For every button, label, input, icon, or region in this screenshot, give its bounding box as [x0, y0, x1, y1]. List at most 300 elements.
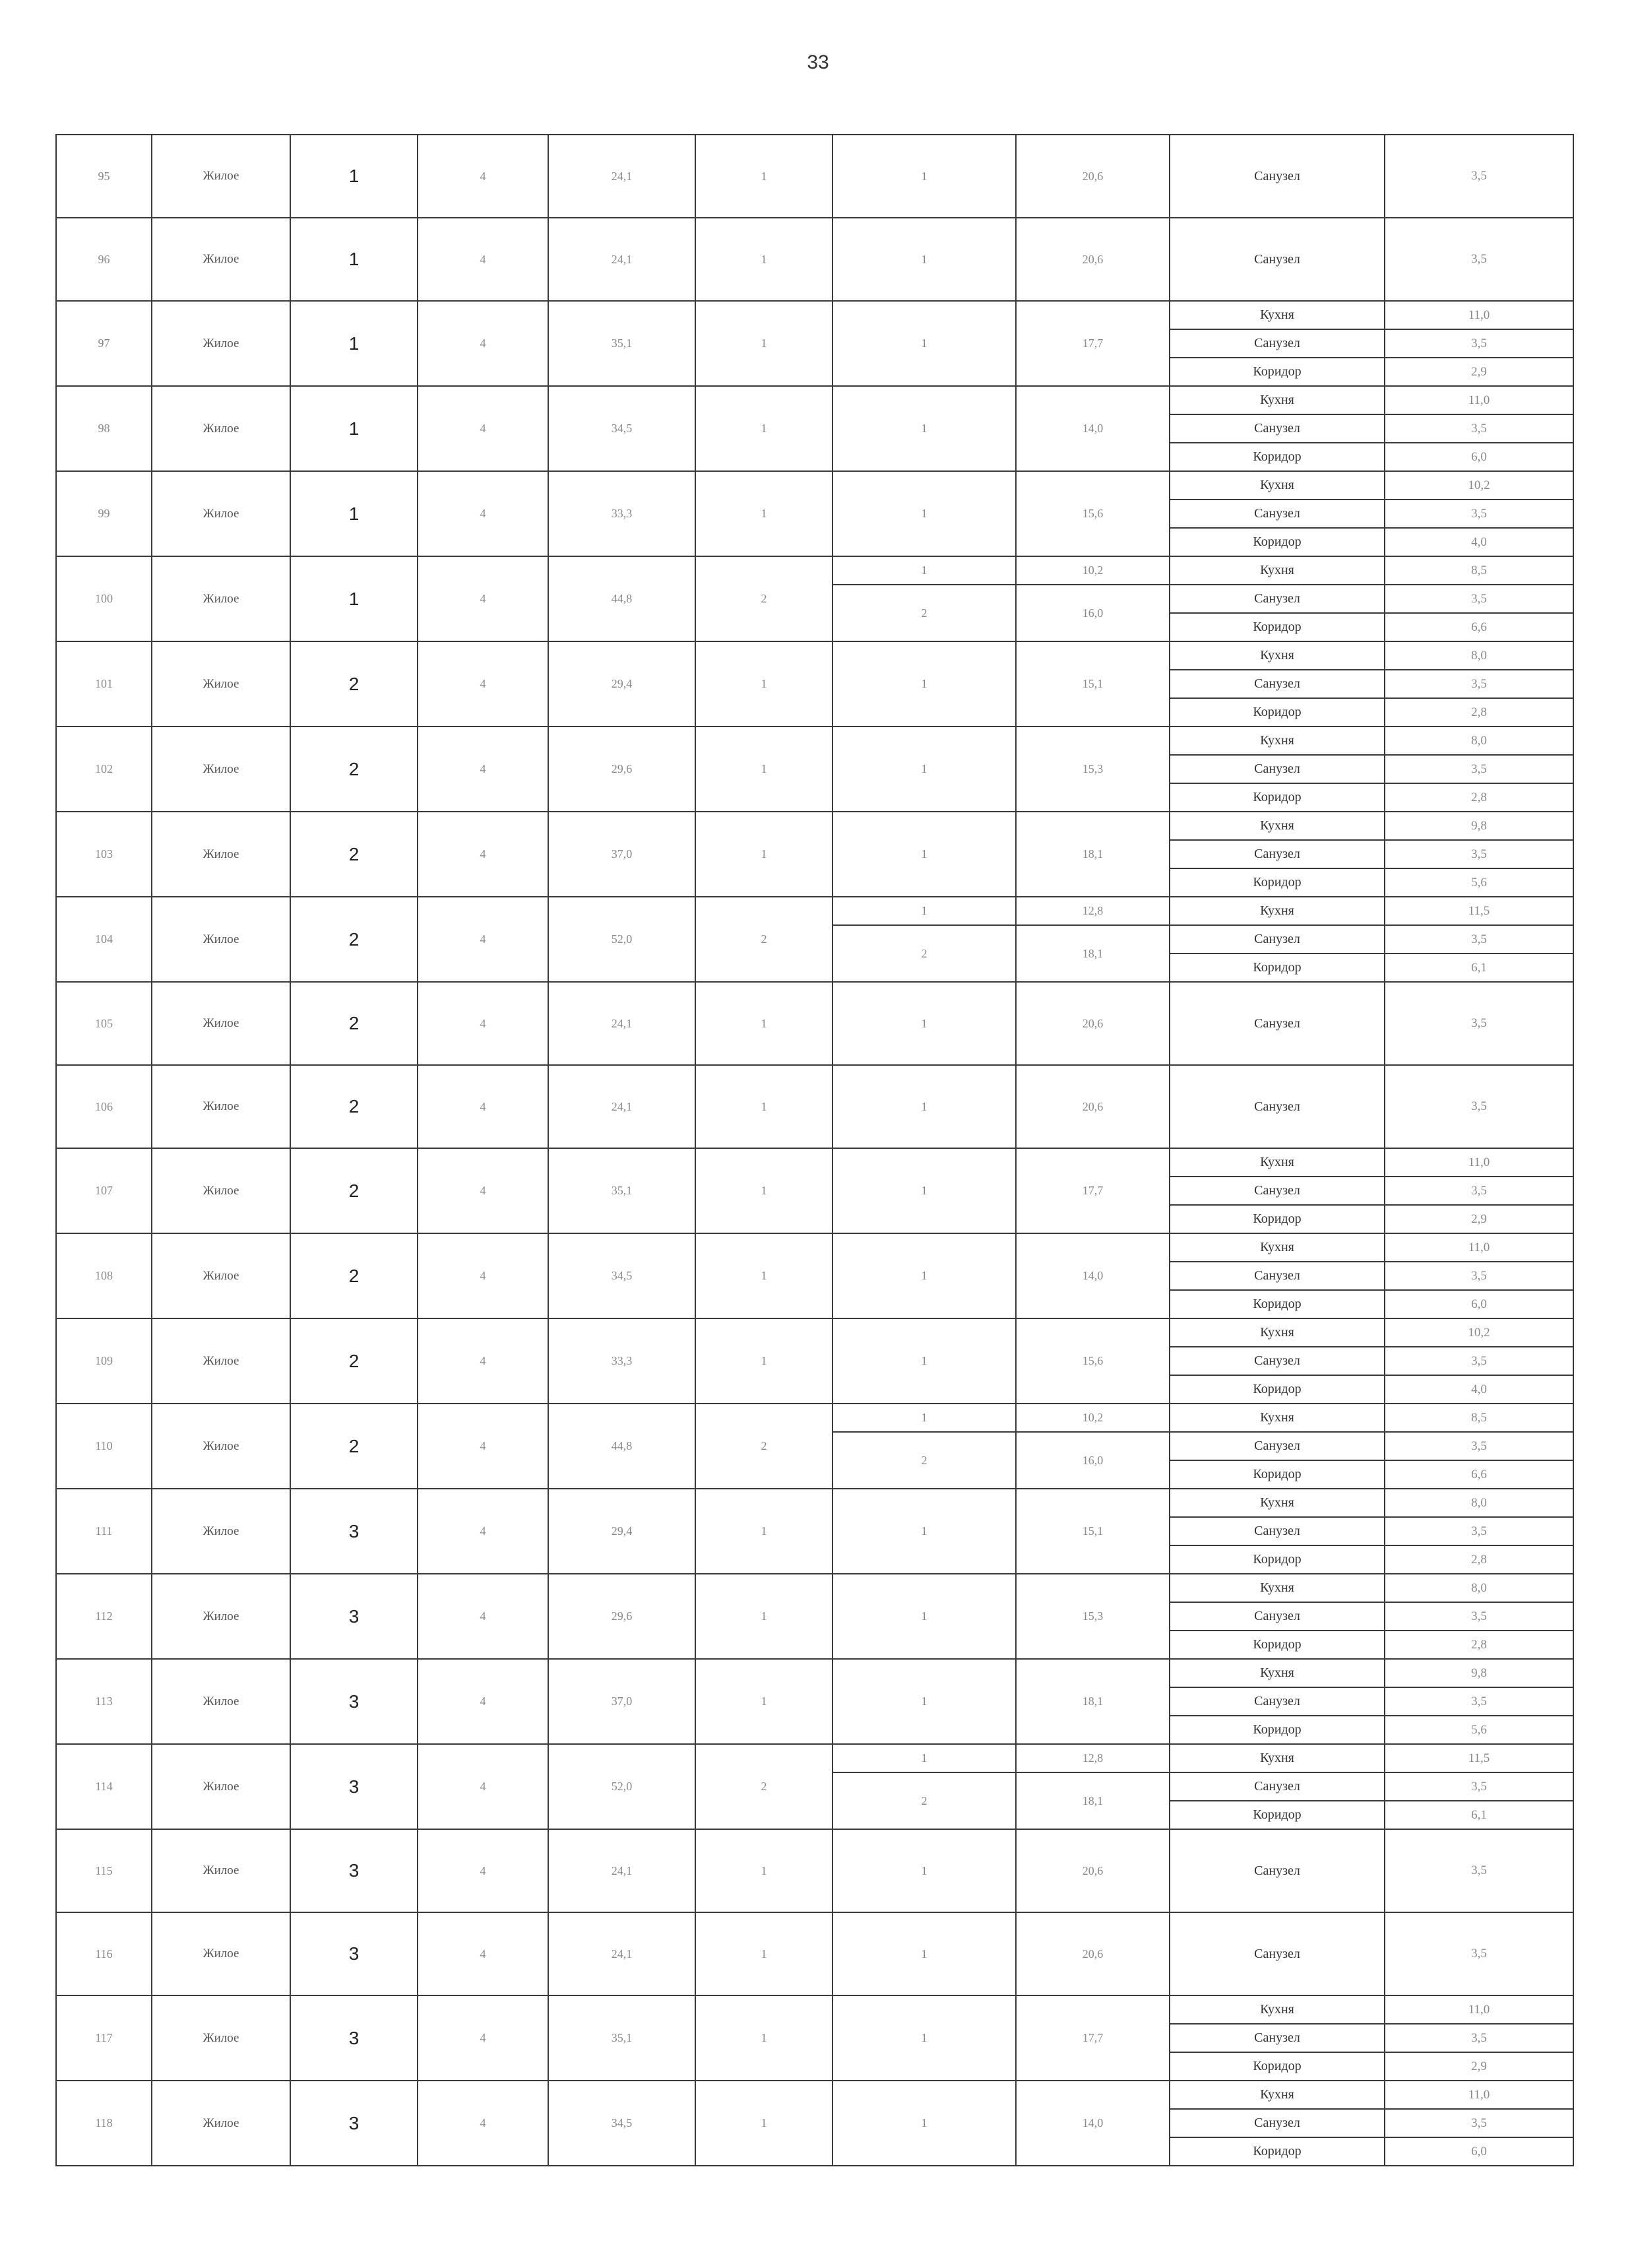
premise-type: Жилое	[152, 1912, 290, 1995]
table-row	[56, 727, 1573, 755]
table-row	[56, 812, 1573, 840]
premise-type: Жилое	[152, 982, 290, 1065]
column-four-value: 4	[418, 1829, 548, 1912]
living-room-area: 20,6	[1016, 218, 1170, 301]
premise-type: Жилое	[152, 135, 290, 218]
aux-room-area: 3,5	[1385, 1912, 1573, 1995]
room-count: 1	[695, 1233, 833, 1318]
apartment-number: 106	[56, 1065, 152, 1148]
total-area: 37,0	[548, 1659, 695, 1744]
aux-room-area: 4,0	[1385, 528, 1573, 556]
total-area: 29,4	[548, 1489, 695, 1574]
aux-room-area: 9,8	[1385, 812, 1573, 840]
aux-room-name: Кухня	[1170, 727, 1385, 755]
column-four-value: 4	[418, 1065, 548, 1148]
floor: 2	[290, 727, 418, 812]
aux-room-area: 11,5	[1385, 1744, 1573, 1772]
aux-room-name: Санузел	[1170, 2024, 1385, 2052]
aux-room-area: 6,0	[1385, 1290, 1573, 1318]
aux-room-area: 11,0	[1385, 1148, 1573, 1177]
living-room-area: 16,0	[1016, 585, 1170, 641]
column-four-value: 4	[418, 471, 548, 556]
total-area: 24,1	[548, 982, 695, 1065]
table-row	[56, 1744, 1573, 1772]
premise-type: Жилое	[152, 1574, 290, 1659]
aux-room-name: Коридор	[1170, 1460, 1385, 1489]
floor: 3	[290, 1489, 418, 1574]
aux-room-name: Коридор	[1170, 2052, 1385, 2081]
table-row	[56, 135, 1573, 218]
aux-room-area: 3,5	[1385, 1177, 1573, 1205]
aux-room-name: Кухня	[1170, 1233, 1385, 1262]
column-four-value: 4	[418, 1404, 548, 1489]
living-room-area: 14,0	[1016, 2081, 1170, 2166]
apartment-number: 115	[56, 1829, 152, 1912]
room-count: 1	[695, 471, 833, 556]
living-room-area: 10,2	[1016, 1404, 1170, 1432]
apartment-number: 97	[56, 301, 152, 386]
premise-type: Жилое	[152, 1659, 290, 1744]
floor: 2	[290, 1404, 418, 1489]
table-row	[56, 1489, 1573, 1517]
column-four-value: 4	[418, 727, 548, 812]
apartment-number: 107	[56, 1148, 152, 1233]
living-room-area: 18,1	[1016, 1772, 1170, 1829]
aux-room-name: Коридор	[1170, 528, 1385, 556]
table-row	[56, 1065, 1573, 1148]
aux-room-area: 3,5	[1385, 2024, 1573, 2052]
aux-room-name: Санузел	[1170, 1432, 1385, 1460]
living-room-area: 18,1	[1016, 1659, 1170, 1744]
room-count: 1	[695, 1574, 833, 1659]
living-room-number: 1	[833, 471, 1016, 556]
premise-type: Жилое	[152, 1489, 290, 1574]
aux-room-area: 3,5	[1385, 218, 1573, 301]
room-count: 1	[695, 727, 833, 812]
aux-room-name: Кухня	[1170, 812, 1385, 840]
room-count: 1	[695, 1489, 833, 1574]
living-room-number: 1	[833, 556, 1016, 585]
floor: 1	[290, 135, 418, 218]
table-row	[56, 471, 1573, 500]
living-room-number: 1	[833, 1659, 1016, 1744]
aux-room-area: 6,0	[1385, 443, 1573, 471]
living-room-number: 1	[833, 1829, 1016, 1912]
aux-room-area: 8,0	[1385, 641, 1573, 670]
aux-room-name: Кухня	[1170, 1659, 1385, 1687]
premise-type: Жилое	[152, 556, 290, 641]
column-four-value: 4	[418, 301, 548, 386]
apartment-number: 110	[56, 1404, 152, 1489]
aux-room-area: 3,5	[1385, 982, 1573, 1065]
aux-room-area: 3,5	[1385, 500, 1573, 528]
total-area: 52,0	[548, 1744, 695, 1829]
living-room-area: 15,3	[1016, 1574, 1170, 1659]
living-room-area: 17,7	[1016, 301, 1170, 386]
column-four-value: 4	[418, 812, 548, 897]
living-room-number: 1	[833, 641, 1016, 727]
living-room-number: 1	[833, 218, 1016, 301]
living-room-number: 1	[833, 1065, 1016, 1148]
column-four-value: 4	[418, 1233, 548, 1318]
aux-room-area: 6,1	[1385, 954, 1573, 982]
aux-room-area: 3,5	[1385, 135, 1573, 218]
aux-room-area: 2,9	[1385, 358, 1573, 386]
aux-room-name: Санузел	[1170, 755, 1385, 783]
table-row	[56, 1829, 1573, 1912]
aux-room-name: Коридор	[1170, 1290, 1385, 1318]
total-area: 24,1	[548, 1829, 695, 1912]
total-area: 35,1	[548, 1995, 695, 2081]
table-row	[56, 1995, 1573, 2024]
living-room-area: 16,0	[1016, 1432, 1170, 1489]
aux-room-name: Санузел	[1170, 414, 1385, 443]
aux-room-name: Коридор	[1170, 1205, 1385, 1233]
apartment-number: 118	[56, 2081, 152, 2166]
aux-room-name: Коридор	[1170, 1631, 1385, 1659]
premise-type: Жилое	[152, 471, 290, 556]
living-room-area: 15,1	[1016, 641, 1170, 727]
living-room-area: 17,7	[1016, 1148, 1170, 1233]
living-room-number: 1	[833, 1233, 1016, 1318]
total-area: 34,5	[548, 2081, 695, 2166]
premise-type: Жилое	[152, 1318, 290, 1404]
aux-room-name: Санузел	[1170, 1347, 1385, 1375]
table-row	[56, 1659, 1573, 1687]
living-room-area: 15,6	[1016, 471, 1170, 556]
aux-room-name: Кухня	[1170, 2081, 1385, 2109]
living-room-number: 1	[833, 135, 1016, 218]
floor: 2	[290, 641, 418, 727]
column-four-value: 4	[418, 218, 548, 301]
apartment-number: 105	[56, 982, 152, 1065]
aux-room-area: 10,2	[1385, 1318, 1573, 1347]
living-room-number: 1	[833, 1995, 1016, 2081]
living-room-number: 1	[833, 812, 1016, 897]
page-number: 33	[807, 51, 829, 73]
premise-type: Жилое	[152, 218, 290, 301]
aux-room-name: Кухня	[1170, 471, 1385, 500]
floor: 1	[290, 301, 418, 386]
room-count: 2	[695, 1744, 833, 1829]
living-room-area: 14,0	[1016, 386, 1170, 471]
aux-room-name: Кухня	[1170, 1995, 1385, 2024]
total-area: 24,1	[548, 218, 695, 301]
aux-room-area: 9,8	[1385, 1659, 1573, 1687]
aux-room-area: 6,0	[1385, 2137, 1573, 2166]
apartment-number: 114	[56, 1744, 152, 1829]
apartments-table	[55, 134, 1574, 2166]
room-count: 2	[695, 556, 833, 641]
living-room-area: 18,1	[1016, 812, 1170, 897]
table-row	[56, 1404, 1573, 1432]
aux-room-name: Санузел	[1170, 982, 1385, 1065]
aux-room-name: Санузел	[1170, 135, 1385, 218]
total-area: 44,8	[548, 1404, 695, 1489]
aux-room-name: Санузел	[1170, 1262, 1385, 1290]
aux-room-area: 2,9	[1385, 2052, 1573, 2081]
column-four-value: 4	[418, 1659, 548, 1744]
floor: 1	[290, 218, 418, 301]
living-room-area: 20,6	[1016, 1829, 1170, 1912]
aux-room-area: 8,0	[1385, 1574, 1573, 1602]
aux-room-name: Коридор	[1170, 443, 1385, 471]
apartment-number: 98	[56, 386, 152, 471]
premise-type: Жилое	[152, 1148, 290, 1233]
aux-room-area: 8,0	[1385, 1489, 1573, 1517]
living-room-number: 2	[833, 1772, 1016, 1829]
column-four-value: 4	[418, 982, 548, 1065]
aux-room-name: Кухня	[1170, 556, 1385, 585]
aux-room-area: 3,5	[1385, 1772, 1573, 1801]
table-row	[56, 1148, 1573, 1177]
table-row	[56, 218, 1573, 301]
premise-type: Жилое	[152, 1744, 290, 1829]
floor: 3	[290, 1574, 418, 1659]
apartment-number: 116	[56, 1912, 152, 1995]
aux-room-name: Санузел	[1170, 1517, 1385, 1545]
aux-room-name: Коридор	[1170, 954, 1385, 982]
aux-room-area: 3,5	[1385, 1687, 1573, 1716]
floor: 1	[290, 471, 418, 556]
aux-room-name: Кухня	[1170, 1404, 1385, 1432]
apartment-number: 112	[56, 1574, 152, 1659]
aux-room-area: 11,0	[1385, 2081, 1573, 2109]
aux-room-name: Коридор	[1170, 613, 1385, 641]
living-room-number: 1	[833, 1489, 1016, 1574]
aux-room-area: 3,5	[1385, 414, 1573, 443]
room-count: 1	[695, 2081, 833, 2166]
apartment-number: 100	[56, 556, 152, 641]
total-area: 33,3	[548, 471, 695, 556]
apartment-number: 99	[56, 471, 152, 556]
table-row	[56, 301, 1573, 329]
aux-room-name: Кухня	[1170, 1574, 1385, 1602]
table-row	[56, 897, 1573, 925]
aux-room-name: Коридор	[1170, 358, 1385, 386]
apartment-number: 113	[56, 1659, 152, 1744]
aux-room-name: Кухня	[1170, 386, 1385, 414]
total-area: 35,1	[548, 301, 695, 386]
column-four-value: 4	[418, 1489, 548, 1574]
living-room-number: 1	[833, 1744, 1016, 1772]
aux-room-area: 3,5	[1385, 1347, 1573, 1375]
aux-room-area: 2,8	[1385, 698, 1573, 727]
premise-type: Жилое	[152, 641, 290, 727]
living-room-number: 1	[833, 1912, 1016, 1995]
aux-room-name: Коридор	[1170, 2137, 1385, 2166]
aux-room-name: Санузел	[1170, 329, 1385, 358]
aux-room-area: 10,2	[1385, 471, 1573, 500]
living-room-area: 18,1	[1016, 925, 1170, 982]
aux-room-name: Санузел	[1170, 840, 1385, 868]
living-room-area: 15,3	[1016, 727, 1170, 812]
aux-room-area: 4,0	[1385, 1375, 1573, 1404]
apartment-number: 96	[56, 218, 152, 301]
apartment-number: 108	[56, 1233, 152, 1318]
room-count: 1	[695, 386, 833, 471]
floor: 3	[290, 1659, 418, 1744]
column-four-value: 4	[418, 1744, 548, 1829]
aux-room-area: 5,6	[1385, 1716, 1573, 1744]
aux-room-name: Санузел	[1170, 500, 1385, 528]
room-count: 1	[695, 135, 833, 218]
floor: 1	[290, 386, 418, 471]
aux-room-name: Санузел	[1170, 1829, 1385, 1912]
aux-room-name: Санузел	[1170, 1687, 1385, 1716]
floor: 3	[290, 1995, 418, 2081]
premise-type: Жилое	[152, 386, 290, 471]
aux-room-area: 11,0	[1385, 386, 1573, 414]
floor: 2	[290, 1065, 418, 1148]
aux-room-area: 8,5	[1385, 1404, 1573, 1432]
aux-room-area: 5,6	[1385, 868, 1573, 897]
room-count: 1	[695, 1065, 833, 1148]
total-area: 37,0	[548, 812, 695, 897]
room-count: 1	[695, 1148, 833, 1233]
column-four-value: 4	[418, 897, 548, 982]
living-room-area: 20,6	[1016, 982, 1170, 1065]
floor: 2	[290, 1318, 418, 1404]
table-row	[56, 641, 1573, 670]
aux-room-name: Коридор	[1170, 783, 1385, 812]
living-room-number: 1	[833, 1404, 1016, 1432]
aux-room-name: Санузел	[1170, 1065, 1385, 1148]
aux-room-name: Санузел	[1170, 218, 1385, 301]
aux-room-name: Кухня	[1170, 1744, 1385, 1772]
total-area: 52,0	[548, 897, 695, 982]
floor: 2	[290, 812, 418, 897]
total-area: 44,8	[548, 556, 695, 641]
column-four-value: 4	[418, 1995, 548, 2081]
aux-room-name: Коридор	[1170, 868, 1385, 897]
aux-room-area: 6,1	[1385, 1801, 1573, 1829]
apartment-number: 103	[56, 812, 152, 897]
aux-room-area: 8,5	[1385, 556, 1573, 585]
total-area: 24,1	[548, 1912, 695, 1995]
aux-room-name: Санузел	[1170, 925, 1385, 954]
apartment-number: 111	[56, 1489, 152, 1574]
room-count: 2	[695, 897, 833, 982]
floor: 3	[290, 1744, 418, 1829]
room-count: 1	[695, 1659, 833, 1744]
apartment-number: 109	[56, 1318, 152, 1404]
total-area: 33,3	[548, 1318, 695, 1404]
premise-type: Жилое	[152, 1829, 290, 1912]
aux-room-area: 3,5	[1385, 1602, 1573, 1631]
living-room-number: 1	[833, 301, 1016, 386]
aux-room-name: Коридор	[1170, 1801, 1385, 1829]
table-row	[56, 1574, 1573, 1602]
room-count: 1	[695, 641, 833, 727]
column-four-value: 4	[418, 1318, 548, 1404]
aux-room-area: 2,9	[1385, 1205, 1573, 1233]
table-row	[56, 1318, 1573, 1347]
living-room-number: 2	[833, 1432, 1016, 1489]
living-room-area: 15,6	[1016, 1318, 1170, 1404]
aux-room-area: 3,5	[1385, 670, 1573, 698]
table-row	[56, 2081, 1573, 2109]
room-count: 1	[695, 301, 833, 386]
aux-room-name: Санузел	[1170, 585, 1385, 613]
aux-room-area: 3,5	[1385, 329, 1573, 358]
aux-room-name: Кухня	[1170, 1489, 1385, 1517]
column-four-value: 4	[418, 2081, 548, 2166]
living-room-number: 1	[833, 897, 1016, 925]
aux-room-area: 6,6	[1385, 613, 1573, 641]
aux-room-name: Санузел	[1170, 1177, 1385, 1205]
aux-room-name: Кухня	[1170, 301, 1385, 329]
premise-type: Жилое	[152, 301, 290, 386]
total-area: 29,6	[548, 727, 695, 812]
living-room-number: 1	[833, 727, 1016, 812]
aux-room-name: Кухня	[1170, 1148, 1385, 1177]
table-row	[56, 1912, 1573, 1995]
living-room-area: 14,0	[1016, 1233, 1170, 1318]
aux-room-name: Санузел	[1170, 1772, 1385, 1801]
room-count: 1	[695, 812, 833, 897]
total-area: 29,6	[548, 1574, 695, 1659]
aux-room-area: 3,5	[1385, 1262, 1573, 1290]
living-room-number: 2	[833, 585, 1016, 641]
apartments-table-body	[56, 135, 1573, 2166]
apartment-number: 117	[56, 1995, 152, 2081]
aux-room-name: Кухня	[1170, 641, 1385, 670]
aux-room-area: 3,5	[1385, 585, 1573, 613]
living-room-area: 12,8	[1016, 1744, 1170, 1772]
aux-room-area: 6,6	[1385, 1460, 1573, 1489]
living-room-number: 1	[833, 386, 1016, 471]
room-count: 1	[695, 1995, 833, 2081]
aux-room-area: 3,5	[1385, 925, 1573, 954]
aux-room-area: 3,5	[1385, 1517, 1573, 1545]
apartment-number: 104	[56, 897, 152, 982]
aux-room-area: 11,0	[1385, 301, 1573, 329]
column-four-value: 4	[418, 386, 548, 471]
total-area: 34,5	[548, 1233, 695, 1318]
living-room-area: 17,7	[1016, 1995, 1170, 2081]
total-area: 29,4	[548, 641, 695, 727]
total-area: 35,1	[548, 1148, 695, 1233]
aux-room-name: Коридор	[1170, 1375, 1385, 1404]
room-count: 1	[695, 1829, 833, 1912]
aux-room-name: Санузел	[1170, 2109, 1385, 2137]
apartment-number: 95	[56, 135, 152, 218]
aux-room-name: Санузел	[1170, 1602, 1385, 1631]
aux-room-area: 3,5	[1385, 840, 1573, 868]
floor: 2	[290, 897, 418, 982]
aux-room-name: Кухня	[1170, 1318, 1385, 1347]
aux-room-name: Санузел	[1170, 1912, 1385, 1995]
column-four-value: 4	[418, 1574, 548, 1659]
aux-room-area: 11,0	[1385, 1233, 1573, 1262]
aux-room-area: 2,8	[1385, 1631, 1573, 1659]
premise-type: Жилое	[152, 897, 290, 982]
aux-room-area: 11,0	[1385, 1995, 1573, 2024]
living-room-number: 1	[833, 1574, 1016, 1659]
room-count: 1	[695, 218, 833, 301]
aux-room-area: 3,5	[1385, 2109, 1573, 2137]
total-area: 24,1	[548, 1065, 695, 1148]
apartment-number: 101	[56, 641, 152, 727]
column-four-value: 4	[418, 641, 548, 727]
apartments-table-container	[55, 134, 1573, 2166]
aux-room-area: 3,5	[1385, 1065, 1573, 1148]
aux-room-area: 2,8	[1385, 1545, 1573, 1574]
premise-type: Жилое	[152, 812, 290, 897]
aux-room-name: Кухня	[1170, 897, 1385, 925]
aux-room-name: Коридор	[1170, 698, 1385, 727]
